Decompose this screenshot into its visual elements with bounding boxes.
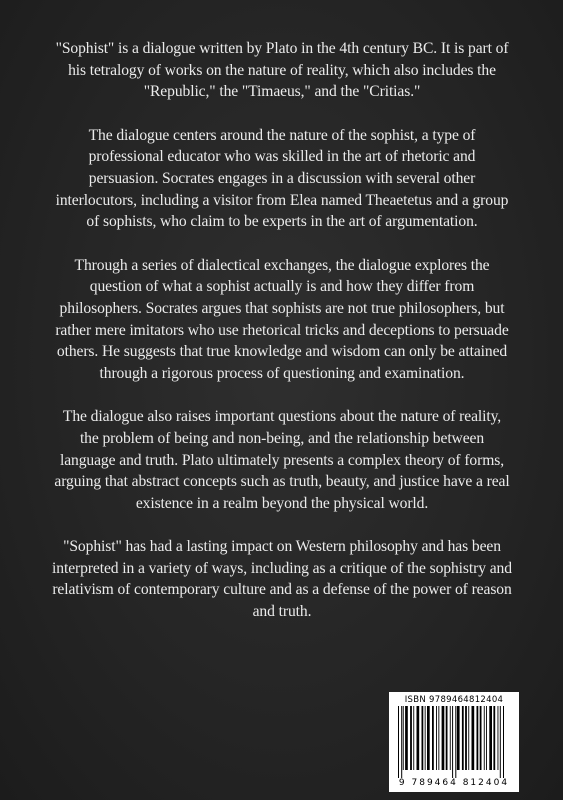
blurb-paragraph-5: "Sophist" has had a lasting impact on Western philosophy and has been interpreted in a variety of ways, including as a critique of the sophistry and relativism of contemporary culture and as a defense of the power of reason and truth. <box>52 538 512 621</box>
blurb-paragraph-2: The dialogue centers around the nature of the sophist, a type of professional educator who was skilled in the art of rhetoric and persuasion. Socrates engages in a discussion with several other interlocutors, including a visitor from Elea named Theaetetus and a group of sophists, who claim to be experts in the art of argumentation. <box>55 126 509 231</box>
barcode-bar <box>403 706 404 770</box>
barcode-guard-bar <box>401 706 402 778</box>
barcode-bar <box>442 706 445 770</box>
barcode-bar <box>498 706 499 770</box>
barcode-guard-bar <box>398 706 399 778</box>
barcode-bar <box>436 706 437 770</box>
barcode-bar <box>438 706 439 770</box>
barcode-bar <box>465 706 467 770</box>
barcode-bar <box>422 706 424 770</box>
barcode-bar <box>484 706 485 770</box>
barcode-bars <box>396 706 512 778</box>
barcode-bar <box>457 706 460 770</box>
barcode-guard-bar <box>455 706 456 778</box>
barcode-guard-bar <box>452 706 453 778</box>
blurb-paragraph-3: Through a series of dialectical exchanges, the dialogue explores the question of what a sophist actually is and how they differ from philosophers. Socrates argues that sophists are not true philosophers, but rather mere imitators who use rhetorical tricks and deceptions to persuade others. He suggests that true knowledge and wisdom can only be attained through a rigorous process of questioning and examination. <box>55 256 509 382</box>
barcode-bar <box>472 706 475 770</box>
barcode-guard-bar <box>503 706 504 778</box>
isbn-barcode <box>389 692 519 792</box>
barcode-bar <box>405 706 408 770</box>
barcode-bar <box>446 706 448 770</box>
barcode-bar <box>489 706 492 770</box>
barcode-bar <box>477 706 479 770</box>
blurb-text <box>52 38 512 645</box>
isbn-label: ISBN 9789464812404 <box>404 695 504 705</box>
barcode-bar <box>432 706 434 770</box>
barcode-bar <box>427 706 430 770</box>
barcode-bar <box>493 706 495 770</box>
barcode-bar <box>486 706 487 770</box>
blurb-paragraph-1: "Sophist" is a dialogue written by Plato in the 4th century BC. It is part of his tetralogy of works on the nature of reality, which also includes the "Republic," the "Timaeus," and the "Critias." <box>55 40 509 101</box>
blurb-paragraph-4: The dialogue also raises important questions about the nature of reality, the problem of being and non-being, and the relationship between language and truth. Plato ultimately presents a complex theory of forms, arguing that abstract concepts such as truth, beauty, and justice have a real existence in a realm beyond the physical world. <box>54 408 510 512</box>
barcode-bar <box>413 706 414 770</box>
barcode-bar <box>425 706 426 770</box>
barcode-guard-bar <box>500 706 501 778</box>
barcode-bar <box>450 706 451 770</box>
isbn-digits: 9 789464 812404 <box>398 778 510 788</box>
barcode-bar <box>468 706 469 770</box>
barcode-bar <box>462 706 464 770</box>
barcode-bar <box>480 706 482 770</box>
barcode-bar <box>410 706 412 770</box>
barcode-bar <box>417 706 420 770</box>
